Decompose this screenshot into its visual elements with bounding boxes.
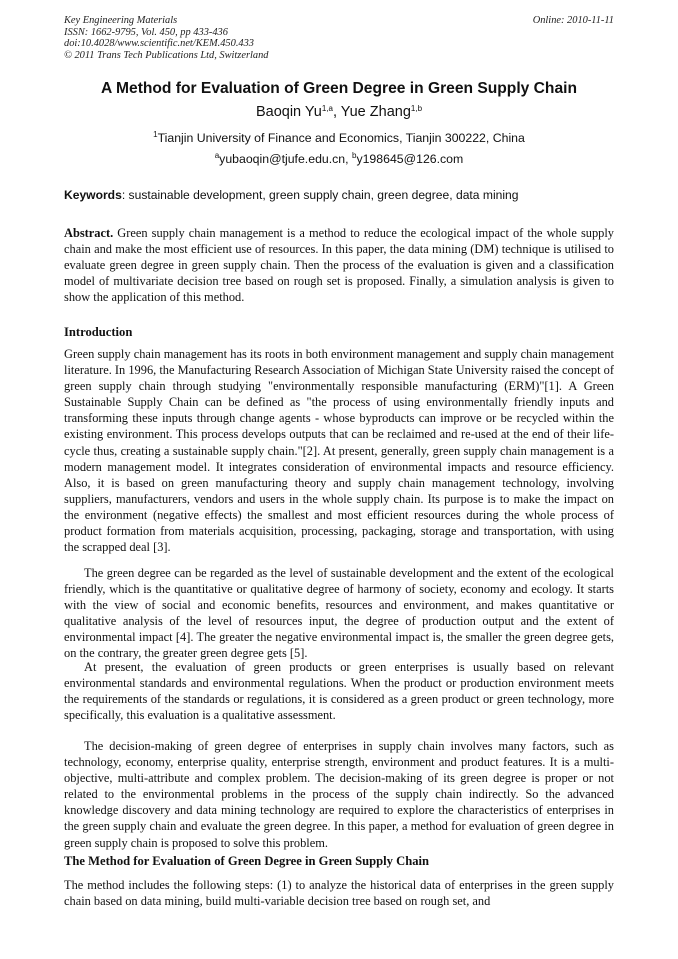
intro-paragraph-3: At present, the evaluation of green products or green enterprises is usually based on relevant environmental standards and environmental regulations. When the product or production environment meets the requirements of the standards or regulations, it is considered as a green product or green technology, more specifically, this evaluation is a qualitative assessment. [64,660,614,723]
issn-line: ISSN: 1662-9795, Vol. 450, pp 433-436 [64,26,228,38]
author-separator: , [332,104,341,120]
keywords-separator: : [121,188,129,202]
affiliation [0,130,678,146]
paper-title: A Method for Evaluation of Green Degree in Green Supply Chain [101,80,577,97]
affil-mark: 1 [153,130,158,139]
journal-name: Key Engineering Materials [64,15,178,26]
intro-paragraph-1: Green supply chain management has its roots in both environment management and supply chain management literature. In 1996, the Manufacturing Research Association of Michigan State University raised the concept of green supply chain through studying "environmentally responsible manufacturing (ERM)"[1]. A Green Sustainable Supply Chain can be defined as "the process of using environmentally friendly inputs and transforming these inputs through change agents - whose byproducts can improve or be recycled within the existing environment. This process develops outputs that can be reclaimed and re-used at the end of their life-cycle thus, creating a sustainable supply chain."[2]. At present, generally, green supply chain management is a modern management model. It integrates consideration of environmental impacts and resource efficiency. Also, it is based on green manufacturing theory and supply chain management technology, involving suppliers, manufacturers, vendors and users in the whole supply chain. Its purpose is to make the impact on the environment (negative effects) the smallest and most efficient resources during the whole process of product formation from materials acquisition, processing, packaging, storage and transportation, with using the scrapped deal [3]. [64,347,614,555]
section-heading-introduction: Introduction [64,325,133,339]
author-affil-mark: 1,a [321,104,333,113]
email-mark: b [351,151,357,160]
abstract [64,225,614,305]
intro-paragraph-4: The decision-making of green degree of enterprises in supply chain involves many factors, such as technology, economy, enterprise quality, enterprise strength, environment and product features. It is a multi-objective, multi-attribute and complex problem. The decision-making of its green degree is proper or not related to the environmental problems in the process of the supply chain indirectly. So the advanced knowledge discovery and data mining technology are required to explore the characteristics of enterprises in the green supply chain and evaluate the green degree. In this paper, a method for evaluation of green degree in green supply chain is proposed to solve this problem. [64,739,614,850]
author-name: Yue Zhang [340,104,411,120]
section-heading-method: The Method for Evaluation of Green Degree in Green Supply Chain [64,854,430,868]
email-address: y198645@126.com [356,152,464,166]
copyright-line: © 2011 Trans Tech Publications Ltd, Switzerland [64,49,269,61]
author-name: Baoqin Yu [255,104,322,120]
keywords [64,188,624,203]
keywords-text: sustainable development, green supply chain, green degree, data mining [128,188,519,202]
affiliation-text: Tianjin University of Finance and Economics, Tianjin 300222, China [157,131,525,145]
keywords-label: Keywords [64,188,122,202]
online-date: Online: 2010-11-11 [532,15,614,26]
email-mark: a [214,151,220,160]
author-list [0,102,678,122]
email-line [0,151,678,167]
method-paragraph-1: The method includes the following steps: (1) to analyze the historical data of enterprises in the green supply chain based on data mining, build multi-variable decision tree based on rough set, and [64,878,614,909]
journal-header [64,15,268,61]
intro-paragraph-2: The green degree can be regarded as the level of sustainable development and the extent of the ecological friendly, which is the quantitative or qualitative degree of harmony of society, economy and ecology. It starts with the view of social and economic benefits, resources and environment, and makes quantitative or qualitative analysis of the level of resources input, the degree of production output and the extent of environmental impact [4]. The greater the negative environmental impact is, the smaller the green degree gets, on the contrary, the greater green degree gets [5]. [64,566,614,661]
abstract-label: Abstract. [64,226,114,240]
doi-line: doi:10.4028/www.scientific.net/KEM.450.433 [64,38,254,50]
abstract-text: Green supply chain management is a method to reduce the ecological impact of the whole supply chain and make the most efficient use of resources. In this paper, the data mining (DM) technique is utilised to evaluate green degree in green supply chain. Then the process of the evaluation is given and a classification model of multivariate decision tree based on rough set is proposed. Finally, a simulation analysis is given to show the application of this method. [64,226,614,305]
author-affil-mark: 1,b [410,104,423,113]
email-address: yubaoqin@tjufe.edu.cn, [219,152,352,166]
